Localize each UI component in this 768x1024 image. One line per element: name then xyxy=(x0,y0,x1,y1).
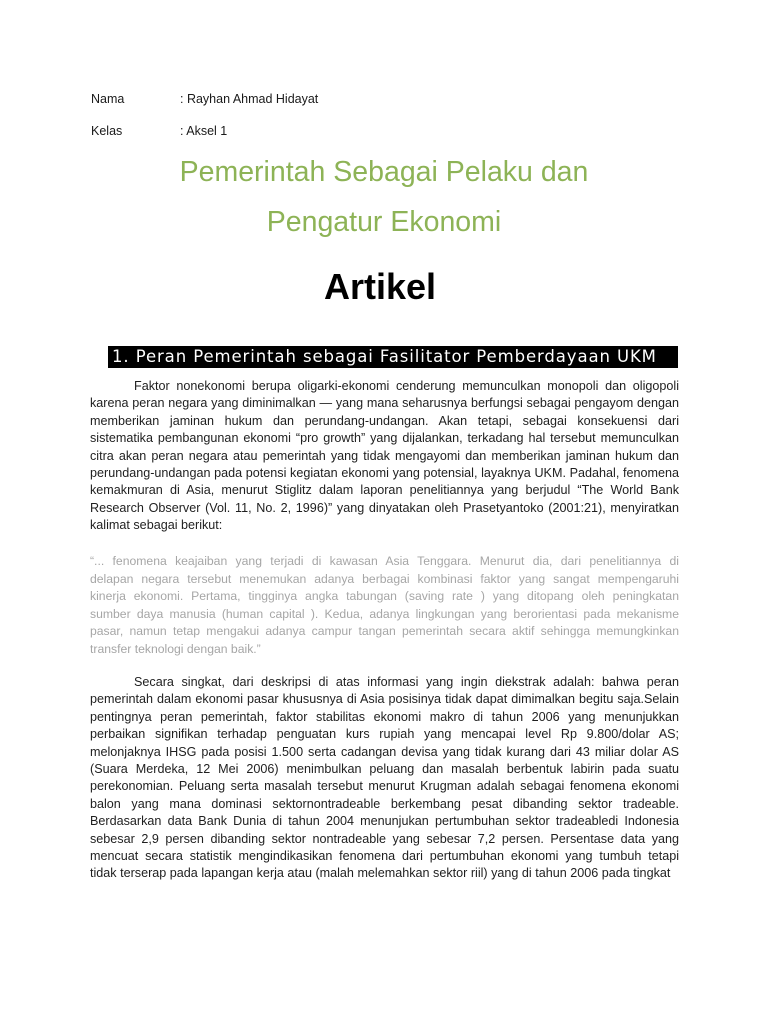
paragraph-2-line: mencuat secara statistik mengindikasikan fenomena dari pertumbuhan ekonomi yang tumbuh tetapi xyxy=(90,848,679,863)
paragraph-1-line: Faktor nonekonomi berupa oligarki-ekonomi cenderung memunculkan monopoli dan oligopoli xyxy=(134,379,679,393)
paragraph-2-line: sebesar 2,9 persen dibanding sektor nontradeable yang sebesar 7,2 persen. Persentase data yang xyxy=(90,831,679,846)
paragraph-1-line: karena peran negara yang diminimalkan — yang mana seharusnya berfungsi sebagai pengayom dengan xyxy=(90,396,679,411)
article-heading: Artikel xyxy=(323,266,437,307)
quote-line: sumber daya manusia (human capital ). Kedua, adanya lingkungan yang berorientasi pada mekanisme xyxy=(90,606,679,621)
paragraph-1-line: perundang-undangan pada potensi kegiatan ekonomi yang potensial, layaknya UKM. Padahal, fenomena xyxy=(90,465,679,480)
paragraph-1 xyxy=(90,378,679,535)
quote-line: delapan negara tersebut menemukan adanya berbagai kombinasi faktor yang sangat mempengaruhi xyxy=(90,571,679,586)
paragraph-2-line: Secara singkat, dari deskripsi di atas informasi yang ingin diekstrak adalah: bahwa peran xyxy=(134,675,679,689)
quote-line: “... fenomena keajaiban yang terjadi di kawasan Asia Tenggara. Menurut dia, dari penelitiannya di xyxy=(90,554,679,568)
document-title-line-1: Pemerintah Sebagai Pelaku dan xyxy=(179,156,589,188)
paragraph-1-line: citra akan peran negara atau pemerintah yang tidak mengayomi dan memberikan jaminan hukum dan xyxy=(90,448,679,463)
quote-block xyxy=(90,553,679,659)
paragraph-2-line: (Suara Merdeka, 12 Mei 2006) menimbulkan peluang dan masalah berbentuk labirin pada suatu xyxy=(90,761,679,776)
quote-line: kinerja ekonomi. Pertama, tingginya angka tabungan (saving rate ) yang ditopang oleh peningkatan xyxy=(90,589,679,604)
class-label: Kelas xyxy=(91,124,123,138)
section-heading-bar: 1. Peran Pemerintah sebagai Fasilitator Pemberdayaan UKM xyxy=(108,346,678,368)
paragraph-2-line: perbaikan signifikan terhadap penguatan kurs rupiah yang mencapai level Rp 9.800/dolar AS; xyxy=(90,727,679,742)
class-row xyxy=(91,124,227,138)
paragraph-2-line: balon yang mana dominasi sektornontradeable berkembang pesat dibanding sektor tradeable. xyxy=(90,796,679,811)
name-row xyxy=(91,92,318,106)
paragraph-1-line: sistematika pembangunan ekonomi “pro growth” yang dijalankan, terkadang hal tersebut memunculkan xyxy=(90,431,679,446)
paragraph-1-line: Research Observer (Vol. 11, No. 2, 1996)” yang dinyatakan oleh Prasetyantoko (2001:21), menyiratkan xyxy=(90,500,679,515)
class-value: : Aksel 1 xyxy=(180,124,228,138)
paragraph-1-line: kalimat sebagai berikut: xyxy=(90,518,223,533)
quote-line: pasar, namun tetap mengakui adanya campur tangan pemerintah secara aktif sehingga memungkinkan xyxy=(90,624,679,639)
paragraph-2-line: pentingnya peran pemerintah, faktor stabilitas ekonomi makro di tahun 2006 yang menunjukkan xyxy=(90,709,679,724)
paragraph-2 xyxy=(90,674,679,883)
quote-line: transfer teknologi dengan baik.” xyxy=(90,641,261,656)
paragraph-1-line: memberikan jaminan hukum dan perundang-undangan. Akan tetapi, sebagai konsekuensi dari xyxy=(90,413,679,428)
paragraph-2-line: Berdasarkan data Bank Dunia di tahun 2004 menunjukan pertumbuhan sektor tradeabledi Indonesia xyxy=(90,814,679,829)
paragraph-2-line: melonjaknya IHSG pada posisi 1.500 serta cadangan devisa yang tidak kurang dari 43 miliar dolar AS xyxy=(90,744,679,759)
paragraph-1-line: kemakmuran di Asia, menurut Stiglitz dalam laporan penelitiannya yang berjudul “The World Bank xyxy=(90,483,679,498)
name-value: : Rayhan Ahmad Hidayat xyxy=(180,92,319,106)
paragraph-2-line: pemerintah dalam ekonomi pasar khususnya di Asia posisinya tidak dapat dimimalkan begitu saja.Selain xyxy=(90,692,679,707)
document-title-line-2: Pengatur Ekonomi xyxy=(266,206,502,238)
paragraph-2-line: tidak terserap pada lapangan kerja atau (malah melemahkan sektor riil) yang di tahun 2006 pada tingkat xyxy=(90,866,671,881)
name-label: Nama xyxy=(91,92,125,106)
paragraph-2-line: perekonomian. Peluang serta masalah tersebut menurut Krugman adalah sebagai fenomena ekonomi xyxy=(90,779,679,794)
